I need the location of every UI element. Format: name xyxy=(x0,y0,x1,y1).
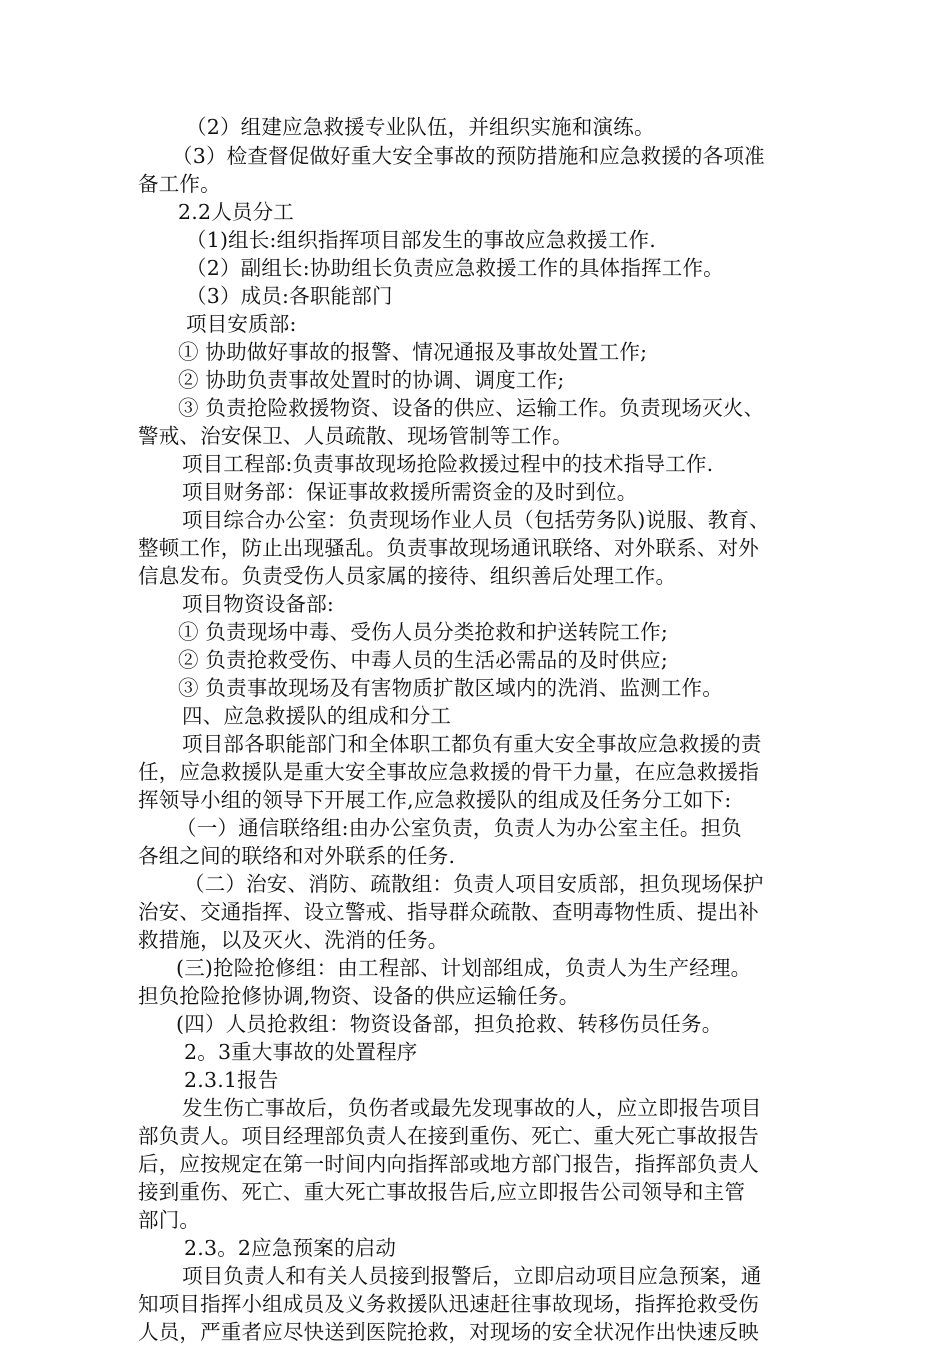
text-line: 挥领导小组的领导下开展工作,应急救援队的组成及任务分工如下: xyxy=(138,788,732,812)
text-line: 2.2人员分工 xyxy=(178,200,295,224)
text-line: 项目财务部：保证事故救援所需资金的及时到位。 xyxy=(182,480,638,504)
text-line: 部门。 xyxy=(138,1208,201,1232)
text-line: （一）通信联络组:由办公室负责，负责人为办公室主任。担负 xyxy=(176,816,743,840)
text-line: 警戒、治安保卫、人员疏散、现场管制等工作。 xyxy=(138,424,573,448)
text-line: 备工作。 xyxy=(138,172,221,196)
text-line: ② 负责抢救受伤、中毒人员的生活必需品的及时供应; xyxy=(178,648,668,672)
text-line: （2）副组长:协助组长负责应急救援工作的具体指挥工作。 xyxy=(186,256,724,280)
text-line: （3）成员:各职能部门 xyxy=(186,284,393,308)
text-line: 信息发布。负责受伤人员家属的接待、组织善后处理工作。 xyxy=(138,564,677,588)
text-line: （二）治安、消防、疏散组：负责人项目安质部，担负现场保护 xyxy=(184,872,764,896)
text-line: 项目负责人和有关人员接到报警后，立即启动项目应急预案，通 xyxy=(182,1264,762,1288)
text-line: ① 负责现场中毒、受伤人员分类抢救和护送转院工作; xyxy=(178,620,668,644)
text-line: 2.3。2应急预案的启动 xyxy=(184,1236,397,1260)
text-line: ③ 负责事故现场及有害物质扩散区域内的洗消、监测工作。 xyxy=(178,676,723,700)
text-line: （2）组建应急救援专业队伍，并组织实施和演练。 xyxy=(186,115,655,139)
text-line: 2。3重大事故的处置程序 xyxy=(184,1040,418,1064)
text-line: 治安、交通指挥、设立警戒、指导群众疏散、查明毒物性质、提出补 xyxy=(138,900,759,924)
text-line: 项目物资设备部: xyxy=(182,592,335,616)
text-line: 整顿工作，防止出现骚乱。负责事故现场通讯联络、对外联系、对外 xyxy=(138,536,759,560)
text-line: 人员，严重者应尽快送到医院抢救，对现场的安全状况作出快速反映 xyxy=(138,1320,759,1344)
text-line: 发生伤亡事故后，负伤者或最先发现事故的人，应立即报告项目 xyxy=(182,1096,762,1120)
text-line: 项目安质部: xyxy=(186,312,297,336)
text-line: (四）人员抢救组：物资设备部，担负抢救、转移伤员任务。 xyxy=(176,1012,723,1036)
text-line: 项目工程部:负责事故现场抢险救援过程中的技术指导工作. xyxy=(182,452,714,476)
text-line: 担负抢险抢修协调,物资、设备的供应运输任务。 xyxy=(138,984,580,1008)
text-line: 接到重伤、死亡、重大死亡事故报告后,应立即报告公司领导和主管 xyxy=(138,1180,746,1204)
text-line: 后，应按规定在第一时间内向指挥部或地方部门报告，指挥部负责人 xyxy=(138,1152,759,1176)
text-line: ② 协助负责事故处置时的协调、调度工作; xyxy=(178,368,565,392)
text-line: （3）检查督促做好重大安全事故的预防措施和应急救援的各项准 xyxy=(172,144,765,168)
text-line: (三)抢险抢修组：由工程部、计划部组成，负责人为生产经理。 xyxy=(176,956,752,980)
text-line: 知项目指挥小组成员及义务救援队迅速赶往事故现场，指挥抢救受伤 xyxy=(138,1292,759,1316)
text-line: 任，应急救援队是重大安全事故应急救援的骨干力量，在应急救援指 xyxy=(138,760,759,784)
text-line: 救措施，以及灭火、洗消的任务。 xyxy=(138,928,449,952)
text-line: 项目部各职能部门和全体职工都负有重大安全事故应急救援的责 xyxy=(182,732,762,756)
text-line: ③ 负责抢险救援物资、设备的供应、运输工作。负责现场灭火、 xyxy=(178,396,765,420)
text-line: 2.3.1报告 xyxy=(184,1068,279,1092)
text-line: ① 协助做好事故的报警、情况通报及事故处置工作; xyxy=(178,340,648,364)
text-line: 各组之间的联络和对外联系的任务. xyxy=(138,844,456,868)
text-line: 四、应急救援队的组成和分工 xyxy=(182,704,452,728)
text-line: 部负责人。项目经理部负责人在接到重伤、死亡、重大死亡事故报告 xyxy=(138,1124,759,1148)
text-line: 项目综合办公室：负责现场作业人员（包括劳务队)说服、教育、 xyxy=(182,508,770,532)
text-line: （1)组长:组织指挥项目部发生的事故应急救援工作. xyxy=(186,228,656,252)
